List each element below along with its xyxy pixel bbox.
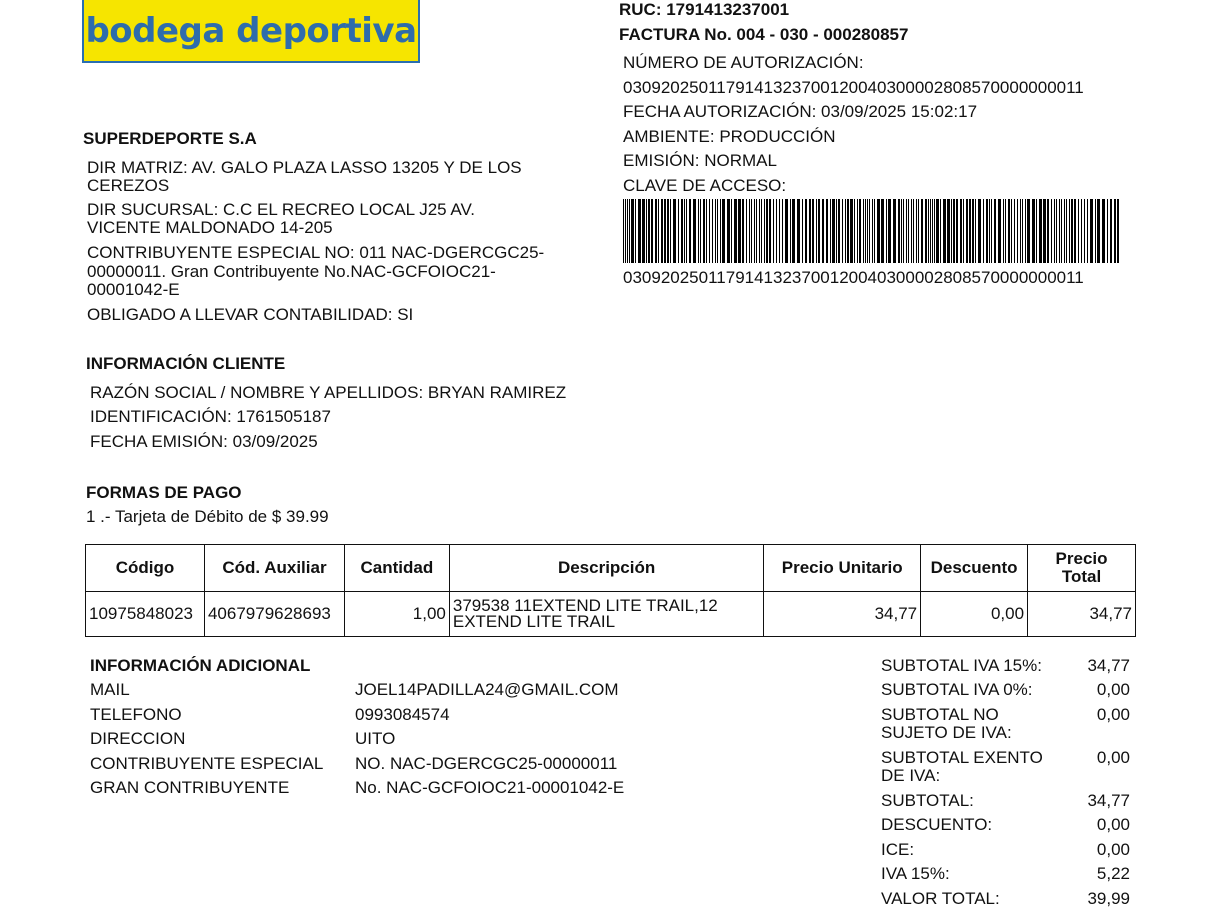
cell-unit-price: 34,77 xyxy=(764,592,921,637)
brand-logo xyxy=(82,0,420,63)
company-branch-line2: VICENTE MALDONADO 14-205 xyxy=(87,218,333,237)
cell-code: 10975848023 xyxy=(86,592,205,637)
client-name: RAZÓN SOCIAL / NOMBRE Y APELLIDOS: BRYAN RAMIREZ xyxy=(90,383,567,402)
totals-label: DESCUENTO: xyxy=(881,815,993,834)
additional-heading: INFORMACIÓN ADICIONAL xyxy=(90,656,311,675)
company-head-office-line2: CEREZOS xyxy=(87,176,170,195)
access-key-barcode xyxy=(623,199,1123,263)
totals-value: 0,00 xyxy=(1096,840,1130,859)
environment: AMBIENTE: PRODUCCIÓN xyxy=(623,127,836,146)
company-head-office-line1: DIR MATRIZ: AV. GALO PLAZA LASSO 13205 Y DE LOS xyxy=(87,158,522,177)
additional-label: CONTRIBUYENTE ESPECIAL xyxy=(90,754,324,773)
col-header-description: Descripción xyxy=(449,545,763,592)
company-accounting: OBLIGADO A LLEVAR CONTABILIDAD: SI xyxy=(87,305,414,324)
issue-date: FECHA EMISIÓN: 03/09/2025 xyxy=(90,432,318,451)
company-taxpayer-line1: CONTRIBUYENTE ESPECIAL NO: 011 NAC-DGERCGC25- xyxy=(87,243,545,262)
cell-total-price: 34,77 xyxy=(1028,592,1136,637)
grand-total-value: 39,99 xyxy=(1087,889,1130,908)
table-header-row xyxy=(86,545,1136,592)
totals-label: SUBTOTAL NO xyxy=(881,705,999,724)
totals-value: 0,00 xyxy=(1096,815,1130,834)
additional-label: GRAN CONTRIBUYENTE xyxy=(90,778,290,797)
payment-line: 1 .- Tarjeta de Débito de $ 39.99 xyxy=(86,507,329,526)
totals-label: SUBTOTAL: xyxy=(881,791,974,810)
cell-discount: 0,00 xyxy=(921,592,1028,637)
totals-label: SUJETO DE IVA: xyxy=(881,723,1012,742)
client-id: IDENTIFICACIÓN: 1761505187 xyxy=(90,407,331,426)
totals-label: SUBTOTAL IVA 0%: xyxy=(881,680,1033,699)
company-name: SUPERDEPORTE S.A xyxy=(83,129,257,148)
totals-value: 0,00 xyxy=(1096,748,1130,767)
cell-description xyxy=(449,592,763,637)
items-table xyxy=(85,544,1136,637)
cell-quantity: 1,00 xyxy=(344,592,449,637)
cell-aux-code: 4067979628693 xyxy=(204,592,344,637)
totals-label: DE IVA: xyxy=(881,766,941,785)
authorization-label: NÚMERO DE AUTORIZACIÓN: xyxy=(623,53,864,72)
additional-value: UITO xyxy=(355,729,396,748)
access-key-number: 0309202501179141323700120040300002808570000000011 xyxy=(623,268,1084,287)
totals-value: 0,00 xyxy=(1096,705,1130,724)
grand-total-label: VALOR TOTAL: xyxy=(881,889,1000,908)
authorization-number: 0309202501179141323700120040300002808570000000011 xyxy=(623,78,1084,97)
additional-label: DIRECCION xyxy=(90,729,186,748)
table-row xyxy=(86,592,1136,637)
col-header-code: Código xyxy=(86,545,205,592)
additional-value: NO. NAC-DGERCGC25-00000011 xyxy=(355,754,618,773)
additional-value: No. NAC-GCFOIOC21-00001042-E xyxy=(355,778,625,797)
company-taxpayer-line3: 00001042-E xyxy=(87,280,180,299)
emission-type: EMISIÓN: NORMAL xyxy=(623,151,777,170)
payment-heading: FORMAS DE PAGO xyxy=(86,483,242,502)
additional-value: 0993084574 xyxy=(355,705,450,724)
totals-value: 0,00 xyxy=(1096,680,1130,699)
totals-label: SUBTOTAL IVA 15%: xyxy=(881,656,1042,675)
company-taxpayer-line2: 00000011. Gran Contribuyente No.NAC-GCFOIOC21- xyxy=(87,262,496,281)
totals-value: 5,22 xyxy=(1096,864,1130,883)
col-header-aux-code: Cód. Auxiliar xyxy=(204,545,344,592)
access-key-label: CLAVE DE ACCESO: xyxy=(623,176,787,195)
cell-description-line1: 379538 11EXTEND LITE TRAIL,12 xyxy=(452,596,718,615)
col-header-quantity: Cantidad xyxy=(344,545,449,592)
cell-description-line2: EXTEND LITE TRAIL xyxy=(452,612,616,631)
col-header-total-line2: Total xyxy=(1061,567,1102,586)
company-branch-line1: DIR SUCURSAL: C.C EL RECREO LOCAL J25 AV. xyxy=(87,200,475,219)
totals-value: 34,77 xyxy=(1087,791,1130,810)
col-header-total-price xyxy=(1028,545,1136,592)
authorization-date: FECHA AUTORIZACIÓN: 03/09/2025 15:02:17 xyxy=(623,102,978,121)
additional-label: MAIL xyxy=(90,680,130,699)
invoice-number: FACTURA No. 004 - 030 - 000280857 xyxy=(619,25,909,44)
ruc-number: RUC: 1791413237001 xyxy=(619,0,790,19)
client-heading: INFORMACIÓN CLIENTE xyxy=(86,354,286,373)
additional-label: TELEFONO xyxy=(90,705,182,724)
col-header-unit-price: Precio Unitario xyxy=(764,545,921,592)
totals-label: SUBTOTAL EXENTO xyxy=(881,748,1043,767)
brand-logo-text: bodega deportiva xyxy=(85,10,417,51)
totals-label: ICE: xyxy=(881,840,915,859)
totals-label: IVA 15%: xyxy=(881,864,950,883)
additional-value: JOEL14PADILLA24@GMAIL.COM xyxy=(355,680,619,699)
col-header-total-line1: Precio xyxy=(1055,549,1108,568)
col-header-discount: Descuento xyxy=(921,545,1028,592)
totals-value: 34,77 xyxy=(1087,656,1130,675)
